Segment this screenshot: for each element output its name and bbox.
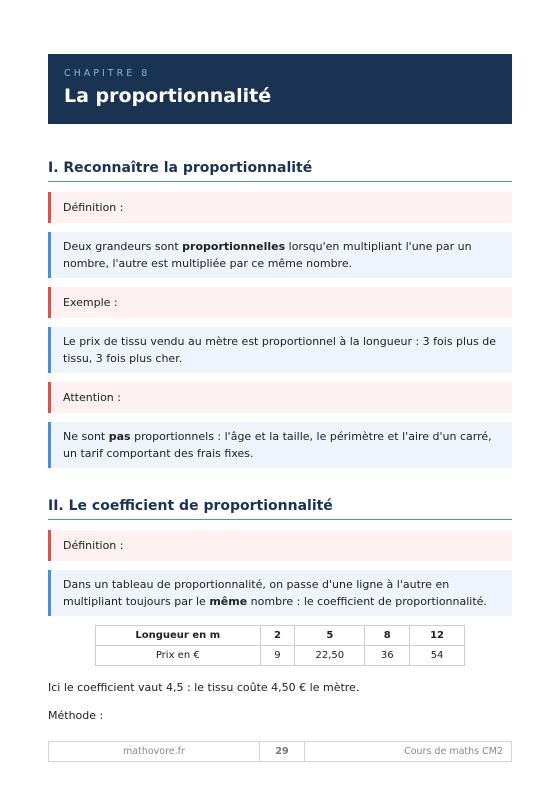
definition2-label-box — [48, 530, 512, 561]
table-row — [96, 626, 465, 646]
warning-text: Ne sont pas proportionnels : l'âge et la taille, le périmètre et l'aire d'un carré, un tarif comportant des frais fixes. — [63, 430, 492, 460]
definition2-content-box — [48, 570, 512, 616]
footer-site: mathovore.fr — [123, 746, 185, 757]
table-cell: 54 — [410, 646, 465, 666]
footer-course: Cours de maths CM2 — [404, 746, 503, 757]
table-cell: 36 — [365, 646, 410, 666]
table-header-cell: 2 — [260, 626, 295, 646]
example-content-box — [48, 327, 512, 373]
definition-label: Définition : — [63, 201, 124, 214]
table-row — [96, 646, 465, 666]
definition-label-box — [48, 192, 512, 223]
chapter-title: La proportionnalité — [64, 85, 272, 107]
table-header-cell: 8 — [365, 626, 410, 646]
method-label: Méthode : — [48, 709, 104, 722]
table-header-cell: Longueur en m — [96, 626, 261, 646]
section-title-2: II. Le coefficient de proportionnalité — [48, 498, 512, 520]
table-header-cell: 12 — [410, 626, 465, 646]
table-cell: 9 — [260, 646, 295, 666]
proportionality-table — [95, 625, 465, 666]
coefficient-text: Ici le coefficient vaut 4,5 : le tissu coûte 4,50 € le mètre. — [48, 681, 360, 694]
definition2-keyword: même — [209, 595, 248, 608]
section-title-1: I. Reconnaître la proportionnalité — [48, 160, 512, 182]
chapter-number: CHAPITRE 8 — [64, 68, 151, 79]
definition2-label: Définition : — [63, 539, 124, 552]
warning-content-box — [48, 422, 512, 468]
chapter-header — [48, 54, 512, 124]
definition-content-box — [48, 232, 512, 278]
warning-label: Attention : — [63, 391, 121, 404]
definition-keyword: proportionnelles — [182, 240, 286, 253]
example-label: Exemple : — [63, 296, 118, 309]
table-cell: 22,50 — [295, 646, 365, 666]
warning-keyword: pas — [108, 430, 131, 443]
example-label-box — [48, 287, 512, 318]
warning-label-box — [48, 382, 512, 413]
table-header-cell: 5 — [295, 626, 365, 646]
example-text: Le prix de tissu vendu au mètre est proportionnel à la longueur : 3 fois plus de tissu, 3 fois plus cher. — [63, 335, 497, 365]
definition-text: Deux grandeurs sont proportionnelles lorsqu'en multipliant l'une par un nombre, l'autre est multipliée par ce même nombre. — [63, 240, 472, 270]
page-number: 29 — [259, 742, 305, 761]
table-cell: Prix en € — [96, 646, 261, 666]
definition2-text: Dans un tableau de proportionnalité, on passe d'une ligne à l'autre en multipliant toujours par le même nombre : le coefficient de proportionnalité. — [63, 578, 487, 608]
page-footer — [48, 741, 512, 762]
